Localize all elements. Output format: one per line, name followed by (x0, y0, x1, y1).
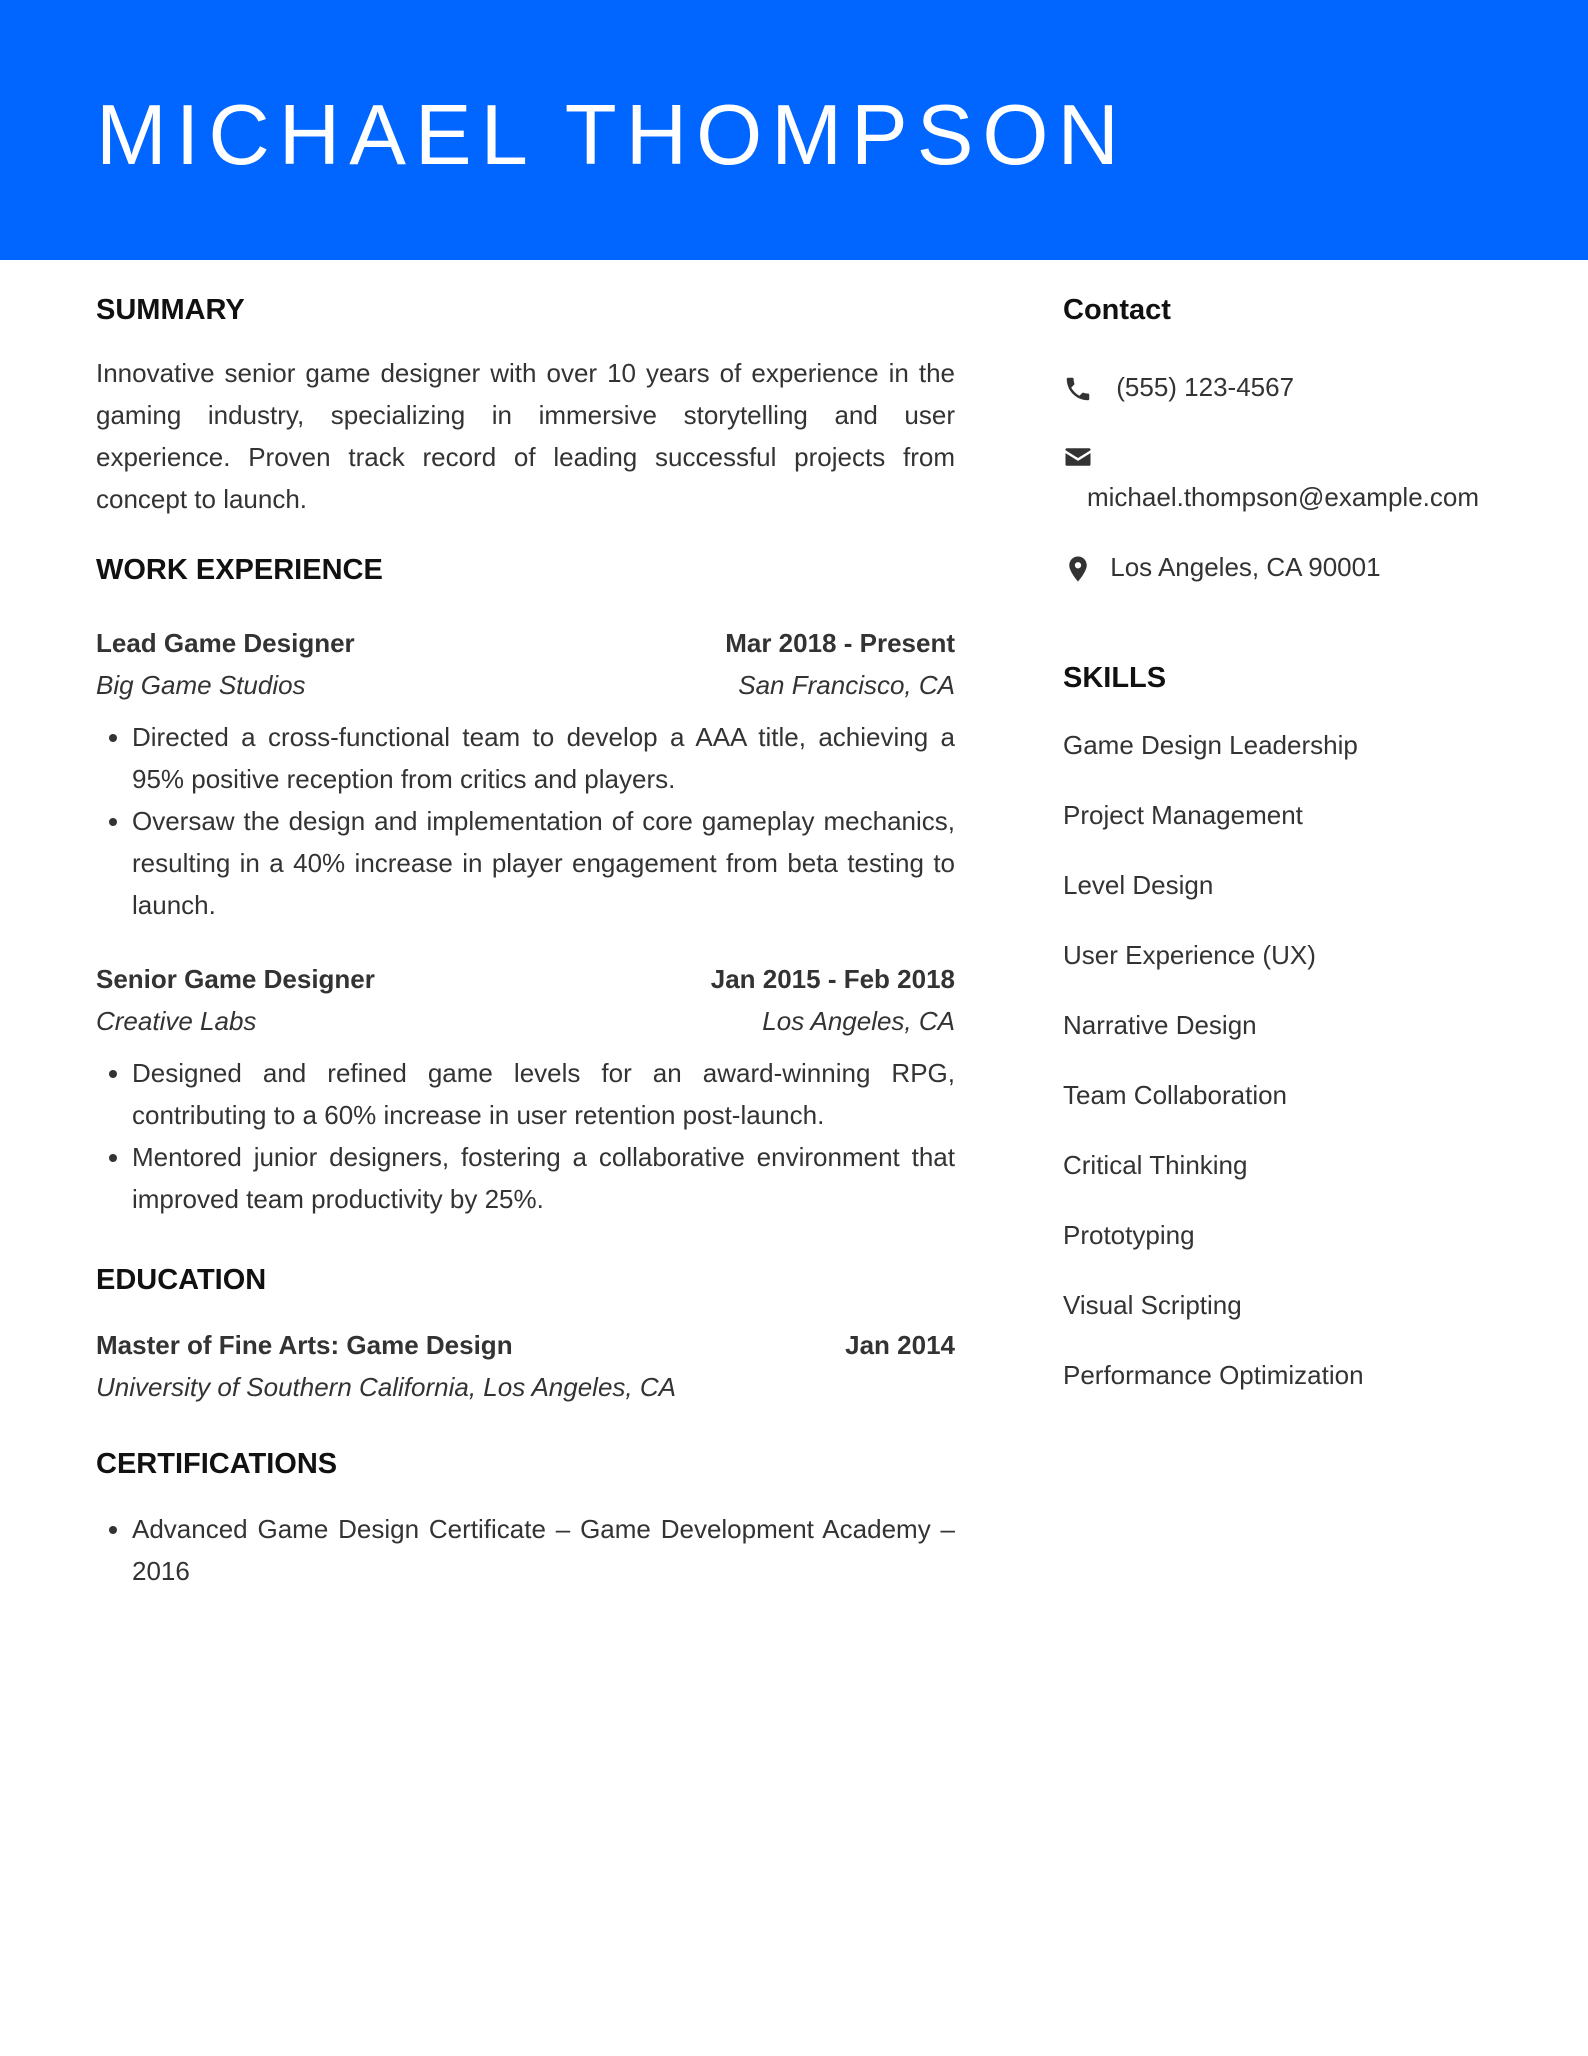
certifications-heading: CERTIFICATIONS (96, 1448, 338, 1480)
candidate-name: MICHAEL THOMPSON (96, 88, 1128, 183)
skill-item: Team Collaboration (1063, 1080, 1288, 1110)
job-entry (96, 622, 955, 926)
skill-item: Narrative Design (1063, 1010, 1257, 1040)
job-bullet: • Designed and refined game levels for an award-winning RPG, contributing to a 60% increase in user retention post-launch. (132, 1052, 955, 1136)
job-role: Lead Game Designer (96, 628, 355, 658)
certifications-section (96, 1444, 955, 1592)
skills-section (1063, 658, 1503, 1396)
job-company: Creative Labs (96, 1006, 257, 1036)
skill-item: Game Design Leadership (1063, 730, 1358, 760)
job-dates: Mar 2018 - Present (725, 628, 955, 658)
skill-item: Visual Scripting (1063, 1290, 1242, 1320)
contact-phone (1063, 366, 1503, 408)
job-bullet: • Directed a cross-functional team to develop a AAA title, achieving a 95% positive reception from critics and players. (132, 716, 955, 800)
phone-icon (1063, 374, 1093, 404)
skill-item: Critical Thinking (1063, 1150, 1248, 1180)
education-date: Jan 2014 (845, 1330, 955, 1360)
contact-section (1063, 290, 1503, 588)
contact-email (1063, 434, 1503, 518)
summary-heading: SUMMARY (96, 294, 245, 326)
education-degree: Master of Fine Arts: Game Design (96, 1330, 513, 1360)
education-school: University of Southern California, Los Angeles, CA (96, 1372, 676, 1402)
skill-item: Project Management (1063, 800, 1303, 830)
email-address[interactable]: michael.thompson@example.com (1087, 482, 1480, 512)
summary-section (96, 290, 955, 520)
sidebar-column (1063, 290, 1503, 1396)
education-heading: EDUCATION (96, 1264, 267, 1296)
address-text: Los Angeles, CA 90001 (1110, 552, 1381, 582)
certification-item: • Advanced Game Design Certificate – Game Development Academy – 2016 (132, 1508, 955, 1592)
header-banner (0, 0, 1588, 260)
job-role: Senior Game Designer (96, 964, 375, 994)
education-section (96, 1260, 955, 1408)
job-bullets (96, 1052, 955, 1220)
work-experience-heading: WORK EXPERIENCE (96, 554, 383, 586)
summary-text: Innovative senior game designer with over 10 years of experience in the gaming industry, specializing in immersive storytelling and user experience. Proven track record of leading successful projects from concept to launch. (96, 358, 955, 514)
work-experience-section (96, 550, 955, 1220)
main-column (96, 290, 955, 1592)
skill-item: Performance Optimization (1063, 1360, 1364, 1390)
job-company: Big Game Studios (96, 670, 306, 700)
phone-number[interactable]: (555) 123-4567 (1116, 372, 1295, 402)
job-bullet: • Oversaw the design and implementation of core gameplay mechanics, resulting in a 40% increase in player engagement from beta testing to launch. (132, 800, 955, 926)
skill-item: User Experience (UX) (1063, 940, 1316, 970)
skill-item: Prototyping (1063, 1220, 1195, 1250)
contact-address (1063, 546, 1503, 588)
job-location: San Francisco, CA (738, 670, 955, 700)
job-bullets (96, 716, 955, 926)
job-location: Los Angeles, CA (762, 1006, 955, 1036)
map-pin-icon (1063, 554, 1093, 584)
certifications-list (96, 1508, 955, 1592)
skill-item: Level Design (1063, 870, 1214, 900)
skills-heading: SKILLS (1063, 662, 1167, 694)
job-entry (96, 958, 955, 1220)
job-bullet: • Mentored junior designers, fostering a collaborative environment that improved team productivity by 25%. (132, 1136, 955, 1220)
contact-heading: Contact (1063, 294, 1171, 326)
job-dates: Jan 2015 - Feb 2018 (710, 964, 955, 994)
envelope-icon (1063, 442, 1093, 472)
